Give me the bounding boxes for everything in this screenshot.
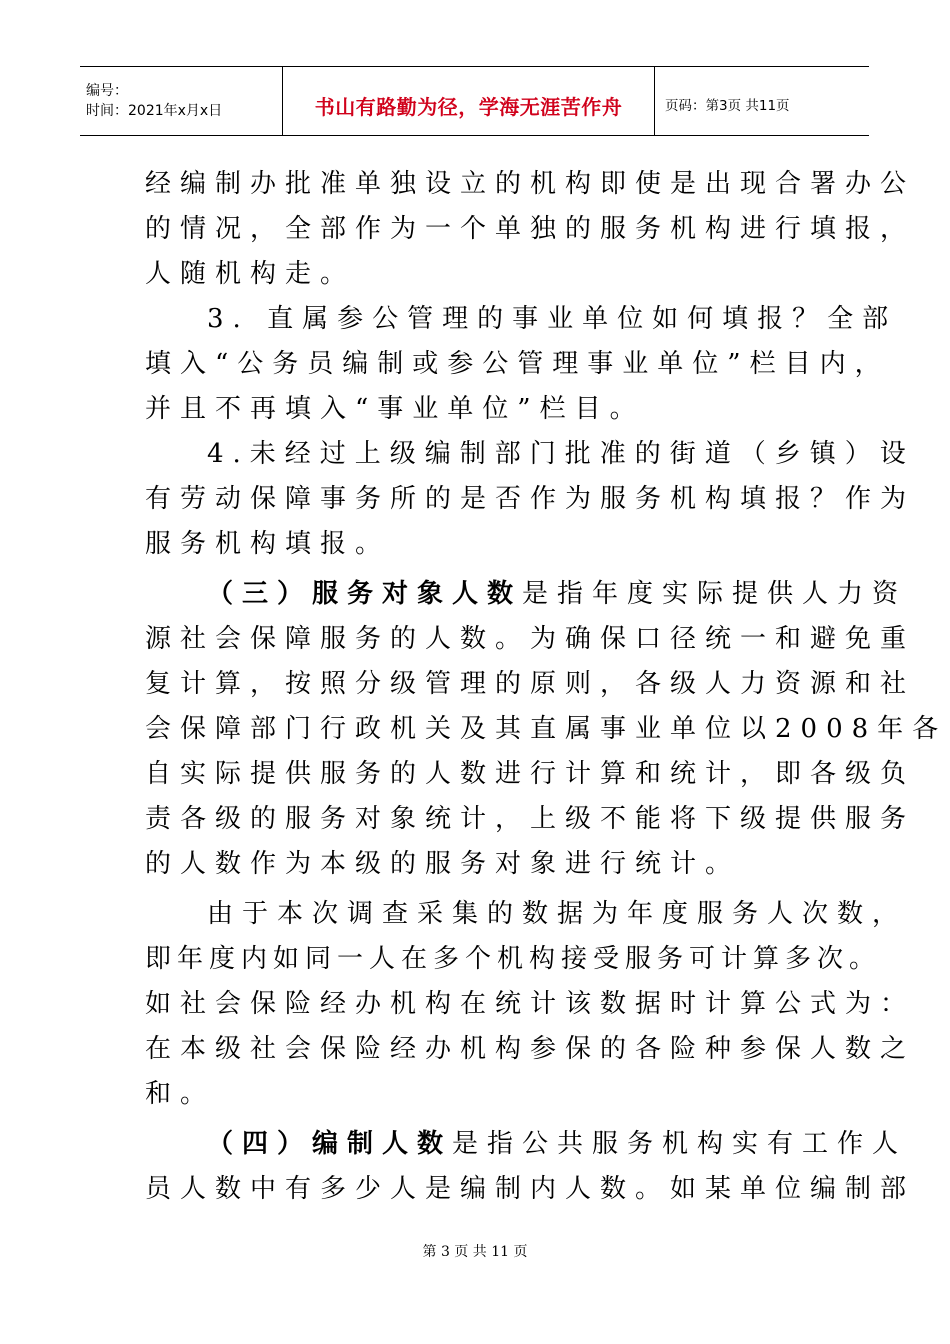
- paragraph-line: 的情况，全部作为一个单独的服务机构进行填报，: [145, 214, 916, 244]
- paragraph-line: 如社会保险经办机构在统计该数据时计算公式为：: [145, 989, 916, 1019]
- section-four-first-line: [145, 1122, 908, 1167]
- header-motto-cell: [282, 67, 655, 135]
- paragraph-line: 3. 直属参公管理的事业单位如何填报？全部: [207, 304, 898, 334]
- paragraph-line: 并且不再填入“事业单位”栏目。: [145, 394, 645, 424]
- header-meta-cell: [80, 67, 282, 135]
- document-header: [80, 66, 869, 136]
- document-body: [145, 162, 948, 1212]
- page-footer: 第 3 页 共 11 页: [422, 1244, 528, 1260]
- paragraph-line: 有劳动保障事务所的是否作为服务机构填报？作为: [145, 484, 916, 514]
- document-time-label: 时间：2021年x月x日: [86, 103, 223, 119]
- paragraph-line: 源社会保障服务的人数。为确保口径统一和避免重: [145, 624, 916, 654]
- paragraph-line: 即年度内如同一人在多个机构接受服务可计算多次。: [145, 944, 882, 974]
- header-page-cell: [655, 67, 869, 135]
- paragraph-line: 员人数中有多少人是编制内人数。如某单位编制部: [145, 1174, 916, 1204]
- paragraph-line: 经编制办批准单独设立的机构即使是出现合署办公: [145, 169, 916, 199]
- paragraph-line: 复计算，按照分级管理的原则，各级人力资源和社: [145, 669, 916, 699]
- section-four-heading: （四）编制人数: [207, 1129, 453, 1159]
- paragraph-line: 由于本次调查采集的数据为年度服务人次数，: [207, 899, 908, 929]
- paragraph-line: 会保障部门行政机关及其直属事业单位以2008年各: [145, 714, 948, 744]
- document-number-label: 编号：: [86, 83, 128, 99]
- section-three-text: 是指年度实际提供人力资: [522, 579, 908, 609]
- section-four-text: 是指公共服务机构实有工作人: [452, 1129, 908, 1159]
- paragraph-line: 在本级社会保险经办机构参保的各险种参保人数之: [145, 1034, 916, 1064]
- header-page-info: 页码：第3页 共11页: [665, 98, 790, 114]
- paragraph-line: 责各级的服务对象统计，上级不能将下级提供服务: [145, 804, 916, 834]
- paragraph-line: 自实际提供服务的人数进行计算和统计，即各级负: [145, 759, 916, 789]
- paragraph-line: 人随机构走。: [145, 259, 356, 289]
- paragraph-line: 填入“公务员编制或参公管理事业单位”栏目内，: [145, 349, 890, 379]
- paragraph-line: 服务机构填报。: [145, 529, 391, 559]
- section-three-heading: （三）服务对象人数: [207, 579, 523, 609]
- paragraph-line: 和。: [145, 1079, 216, 1109]
- paragraph-line: 的人数作为本级的服务对象进行统计。: [145, 849, 741, 879]
- section-three-first-line: [145, 572, 908, 617]
- header-motto: 书山有路勤为径，学海无涯苦作舟: [314, 94, 623, 119]
- paragraph-line: 4.未经过上级编制部门批准的街道（乡镇）设: [207, 439, 915, 469]
